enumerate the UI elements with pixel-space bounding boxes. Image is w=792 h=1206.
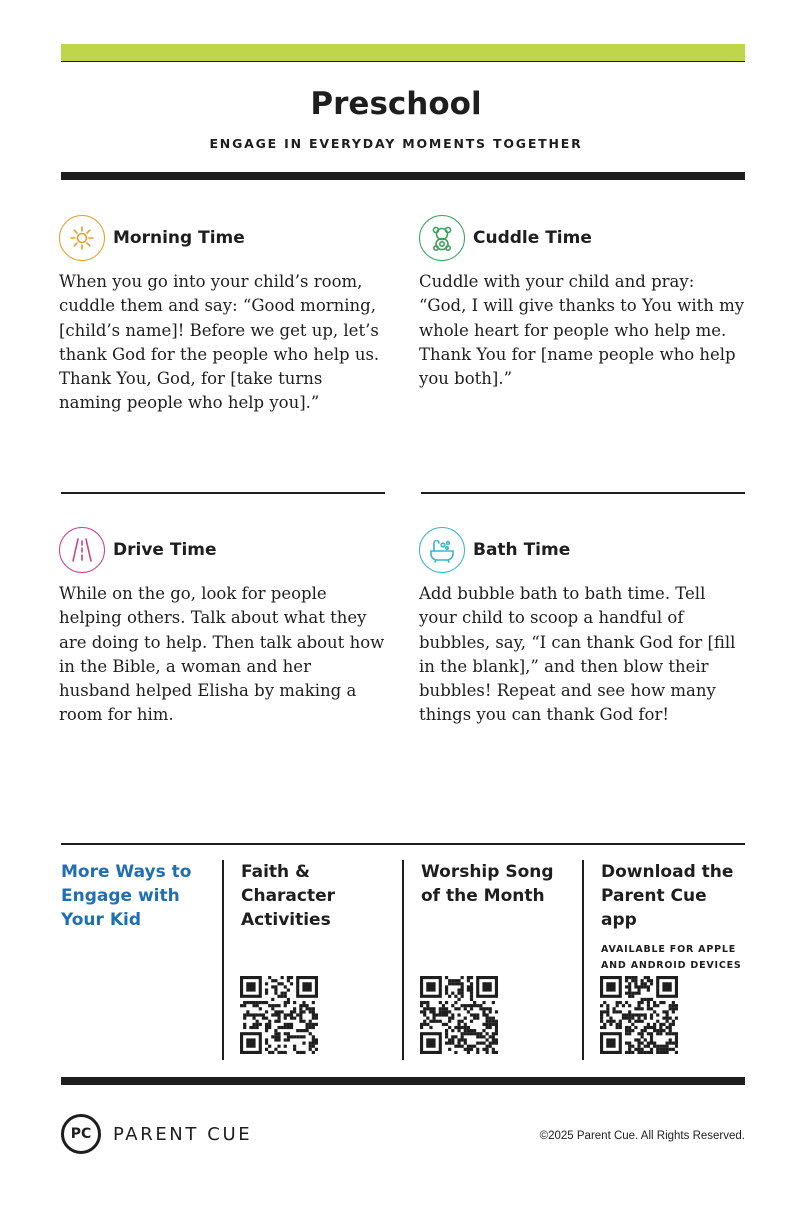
- footer-bar: [61, 1077, 745, 1085]
- section-morning-time: [59, 214, 385, 416]
- qr-code-worship-song[interactable]: [420, 976, 498, 1054]
- resource-title: Download the Parent Cue app: [601, 862, 734, 930]
- section-body: Add bubble bath to bath time. Tell your child to scoop a handful of bubbles, say, “I can thank God for [fill in the blank],” and then blow their bubbles! Repeat and see how many things you can thank God for!: [419, 584, 736, 725]
- resources-intro-title: More Ways to Engage with Your Kid: [61, 862, 192, 930]
- section-divider: [421, 492, 745, 494]
- page-subtitle: ENGAGE IN EVERYDAY MOMENTS TOGETHER: [209, 136, 583, 151]
- section-divider: [61, 492, 385, 494]
- accent-bar: [61, 44, 745, 62]
- column-divider: [582, 860, 584, 1060]
- resource-note: AVAILABLE FOR APPLE AND ANDROID DEVICES: [601, 944, 742, 971]
- parent-cue-logo-icon: PC: [61, 1114, 101, 1154]
- bathtub-icon: [419, 527, 465, 573]
- copyright: ©2025 Parent Cue. All Rights Reserved.: [539, 1130, 745, 1142]
- column-divider: [402, 860, 404, 1060]
- resource-parent-cue-app: [601, 860, 745, 974]
- road-icon: [59, 527, 105, 573]
- resource-worship-song: [421, 860, 571, 908]
- qr-code-parent-cue-app[interactable]: [600, 976, 678, 1054]
- page-title: Preschool: [310, 86, 482, 122]
- resources-intro: [61, 860, 211, 932]
- section-bath-time: [419, 526, 745, 728]
- section-body: When you go into your child’s room, cuddle them and say: “Good morning, [child’s name]! Before we get up, let’s thank God for the people who help us. Thank You, God, for [take turns naming people who help you].”: [59, 272, 380, 413]
- column-divider: [222, 860, 224, 1060]
- header-divider: [61, 172, 745, 180]
- sun-icon: [59, 215, 105, 261]
- section-body: Cuddle with your child and pray: “God, I will give thanks to You with my whole heart for people who help me. Thank You for [name people who help you both].”: [419, 272, 745, 389]
- section-body: While on the go, look for people helping others. Talk about what they are doing to help. Then talk about how in the Bible, a woman and her husband helped Elisha by making a room for him.: [59, 584, 385, 725]
- section-title: Morning Time: [113, 228, 245, 248]
- section-drive-time: [59, 526, 385, 728]
- resource-faith-activities: [241, 860, 391, 932]
- teddy-bear-icon: [419, 215, 465, 261]
- section-title: Cuddle Time: [473, 228, 592, 248]
- footer-divider: [61, 843, 745, 845]
- qr-code-faith-activities[interactable]: [240, 976, 318, 1054]
- resource-title: Faith & Character Activities: [241, 862, 336, 930]
- section-title: Drive Time: [113, 540, 217, 560]
- section-cuddle-time: [419, 214, 745, 391]
- parent-cue-logo: [61, 1114, 252, 1154]
- logo-text: PARENT CUE: [113, 1123, 253, 1145]
- section-title: Bath Time: [473, 540, 571, 560]
- resource-title: Worship Song of the Month: [421, 862, 554, 906]
